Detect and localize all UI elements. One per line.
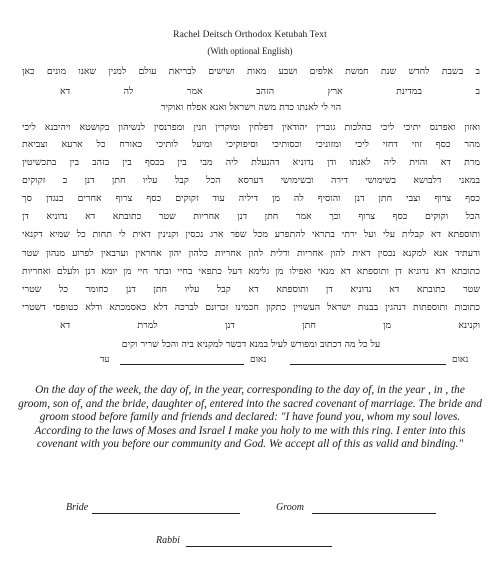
ed-label: עד <box>100 355 110 365</box>
hebrew-line: הוי לי לאנתו כדת משה וישראל ואנא אפלח ואוקיר <box>160 102 342 113</box>
hebrew-line: מרת דא והוית ליה לאנתו ודן נדוניא דהנעלת ליה מבי בין בכסף בין בזהב בין בתכשיטין <box>22 157 480 168</box>
document-title: Rachel Deitsch Orthodox Ketubah Text <box>173 30 327 40</box>
hebrew-line: במאני דלבושא בשימושי דירה ובשימושי דערסא הכל קבל עליו חתן דנן ב זקוקים <box>22 175 480 186</box>
witness-label-2: נאום <box>250 355 267 365</box>
hebrew-line: ודעתיד אנא למקנא נכסין דאית להון אחריות ודלית להון אחריות כלהון יהון אחראין וערבאין לפרוע מנהון שטר <box>22 248 480 259</box>
bride-label: Bride <box>66 502 89 513</box>
witness-line-1[interactable] <box>290 364 446 365</box>
hebrew-line: ואזון ואפרנס יתיכי ליכי כהלכות גוברין יהודאין דפלחין ומוקרין וזנין ומפרנסין לנשיהון בקושטא ויהיבנא ליכי <box>22 122 480 133</box>
hebrew-line: שטר כתובתא דא נדוניא דן ותוספתא דא קבל עליו חתן דנן כחומר כל שטרי <box>22 284 480 295</box>
hebrew-line: הכל וקוקים כסף צרוף וכך אמר חתן דנן אחריות שטר כתובתא דא נדוניא דן <box>22 211 480 222</box>
groom-signature-line[interactable] <box>312 513 436 514</box>
witness-line-2[interactable] <box>120 364 244 365</box>
document-subtitle: (With optional English) <box>207 46 293 56</box>
hebrew-line: כתובות ותוספתות דנהגין בבנות ישראל העשויין כתקון חכמינו זכרונם לברכה דלא כאסמכתא ודלא כטופסי דשטרי <box>22 302 480 313</box>
bride-signature-line[interactable] <box>92 513 240 514</box>
hebrew-line: ב בשבת לחדש שנת חמשת אלפים ושבע מאות ושישים לבריאת עולם למנין שאנו מונים כאן <box>22 66 480 77</box>
groom-label: Groom <box>276 502 304 513</box>
hebrew-line: כתובתא דא נדוניא דן ותוספתא דא מנאי ואפילו מן גלימא דעל כתפאי בחיי ובתר חיי מן יומא דנן ולעלם ואחריות <box>22 266 480 277</box>
hebrew-line: על כל מה דכתוב ומפורש לעיל במנא דכשר למקניא ביה והכל שריר וקים <box>121 339 381 350</box>
hebrew-line: מהר כסף זוזי דחזי ליכי ומזוניכי וכסותיכי וסיפוקיכי ומיעל לותיכי כאורח כל ארעא וצביאת <box>22 139 480 150</box>
hebrew-line: ותוספתא דא קבלית עלי ועל ירתי בתראי להתפרע מכל שפר ארג נכסין וקנינין דאית לי תחות כל שמיא דקנאי <box>22 229 480 240</box>
rabbi-label: Rabbi <box>156 535 180 546</box>
hebrew-line: ב במדינת ארץ הזהב אמר לה דא <box>60 86 480 97</box>
hebrew-line: כסף צרוף וצבי חתן דנן והוסיף לה מן דיליה עוד זקוקים כסף צרוף אחרים כנגדן סך <box>22 193 480 204</box>
rabbi-signature-line[interactable] <box>186 546 332 547</box>
english-text: On the day of the week, the day of, in the year, corresponding to the day of, in the year , in , the groom, son of, and the bride, daughter of, entered into the sacred covenant of marriage. The bride and groom stood before family and friends and declared: "I have found you, whom my soul loves. According to the laws of Moses and Israel I make you holy to me with this ring. I enter into this covenant with you before our community and God. We accept all of this as valid and binding." <box>18 384 482 451</box>
witness-label-1: נאום <box>452 355 469 365</box>
hebrew-line: וקנינא מן חתן דנן למרת דא <box>60 320 480 331</box>
